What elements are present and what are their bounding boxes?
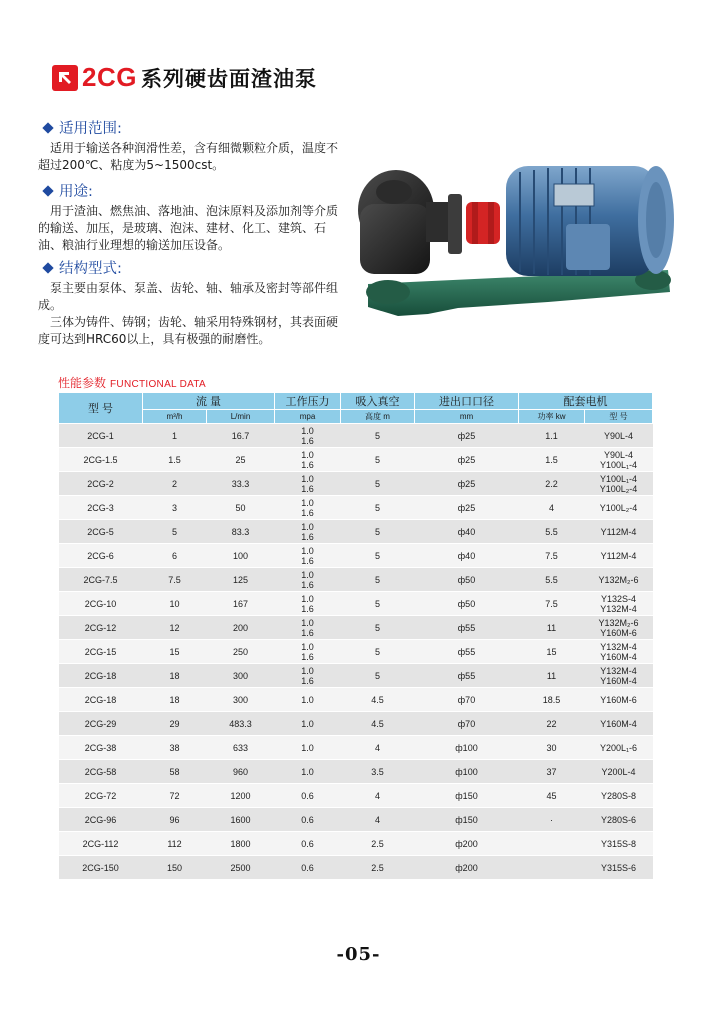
cell-vacuum: 4.5 (341, 688, 415, 712)
cell-motor-power: 37 (519, 760, 585, 784)
cell-pressure (275, 544, 341, 568)
cell-motor-power: 5.5 (519, 568, 585, 592)
col-pressure-unit: mpa (275, 410, 341, 424)
table-row (59, 664, 653, 688)
diamond-bullet-icon (42, 122, 53, 133)
cell-pressure (275, 616, 341, 640)
cell-pressure-line: 1.0 (301, 473, 314, 484)
cell-motor-model-line: Y160M-6 (600, 694, 637, 705)
cell-motor-model-line: Y160M-4 (600, 718, 637, 729)
cell-model: 2CG-38 (59, 736, 143, 760)
cell-motor-model (585, 496, 653, 520)
cell-port: ф200 (415, 832, 519, 856)
cell-pressure-line: 1.6 (301, 651, 314, 662)
cell-port: ф150 (415, 784, 519, 808)
cell-flow-m3h: 10 (143, 592, 207, 616)
cell-flow-lmin: 1800 (207, 832, 275, 856)
cell-port: ф70 (415, 712, 519, 736)
cell-flow-lmin: 250 (207, 640, 275, 664)
cell-model: 2CG-7.5 (59, 568, 143, 592)
cell-model: 2CG-15 (59, 640, 143, 664)
pump-photo (338, 132, 688, 342)
cell-model: 2CG-5 (59, 520, 143, 544)
cell-model: 2CG-58 (59, 760, 143, 784)
cell-pressure-line: 1.6 (301, 459, 314, 470)
cell-port: ф150 (415, 808, 519, 832)
cell-flow-lmin: 300 (207, 688, 275, 712)
cell-flow-lmin: 50 (207, 496, 275, 520)
table-row (59, 688, 653, 712)
cell-pressure-line: 1.6 (301, 507, 314, 518)
cell-pressure-line: 0.6 (301, 814, 314, 825)
cell-flow-m3h: 7.5 (143, 568, 207, 592)
col-flow: 流 量 (143, 393, 275, 410)
cell-model: 2CG-18 (59, 664, 143, 688)
cell-flow-lmin: 167 (207, 592, 275, 616)
cell-motor-power: 7.5 (519, 544, 585, 568)
cell-pressure (275, 448, 341, 472)
cell-flow-lmin: 633 (207, 736, 275, 760)
cell-flow-lmin: 300 (207, 664, 275, 688)
cell-vacuum: 5 (341, 448, 415, 472)
cell-vacuum: 4 (341, 784, 415, 808)
cell-motor-model-line: Y100L₂-4 (599, 483, 638, 494)
cell-pressure-line: 1.6 (301, 675, 314, 686)
cell-flow-lmin: 1600 (207, 808, 275, 832)
cell-vacuum: 5 (341, 544, 415, 568)
cell-pressure-line: 1.0 (301, 521, 314, 532)
cell-port: ф55 (415, 664, 519, 688)
table-row (59, 832, 653, 856)
cell-motor-model-line: Y132M-4 (600, 603, 637, 614)
cell-motor-model (585, 448, 653, 472)
table-row (59, 760, 653, 784)
cell-port: ф40 (415, 544, 519, 568)
cell-vacuum: 5 (341, 472, 415, 496)
cell-motor-model-line: Y280S-6 (600, 814, 637, 825)
col-vacuum: 吸入真空 (341, 393, 415, 410)
cell-model: 2CG-2 (59, 472, 143, 496)
cell-motor-model (585, 808, 653, 832)
cell-pressure-line: 1.0 (301, 545, 314, 556)
cell-vacuum: 4 (341, 736, 415, 760)
cell-motor-model-line: Y100L₁-4 (599, 459, 638, 470)
cell-vacuum: 5 (341, 424, 415, 448)
cell-motor-power: 7.5 (519, 592, 585, 616)
cell-motor-model-line: Y160M-4 (600, 651, 637, 662)
cell-motor-model-line: Y280S-8 (600, 790, 637, 801)
cell-motor-model-line: Y132M₂-6 (598, 574, 639, 585)
col-motor: 配套电机 (519, 393, 653, 410)
cell-pressure-line: 1.0 (301, 497, 314, 508)
cell-pressure (275, 640, 341, 664)
table-row (59, 784, 653, 808)
cell-pressure-line: 1.0 (301, 449, 314, 460)
cell-motor-model (585, 760, 653, 784)
section-heading-scope: 适用范围: (44, 117, 122, 138)
cell-pressure-line: 1.0 (301, 617, 314, 628)
cell-vacuum: 5 (341, 520, 415, 544)
cell-motor-model-line: Y132M-4 (600, 665, 637, 676)
cell-pressure-line: 1.0 (301, 593, 314, 604)
cell-pressure-line: 0.6 (301, 862, 314, 873)
cell-flow-m3h: 150 (143, 856, 207, 880)
cell-flow-lmin: 83.3 (207, 520, 275, 544)
cell-pressure-line: 1.6 (301, 627, 314, 638)
cell-motor-model (585, 688, 653, 712)
cell-model: 2CG-12 (59, 616, 143, 640)
cell-flow-m3h: 2 (143, 472, 207, 496)
cell-model: 2CG-112 (59, 832, 143, 856)
diamond-bullet-icon (42, 262, 53, 273)
table-row (59, 592, 653, 616)
cell-flow-lmin: 960 (207, 760, 275, 784)
cell-motor-power: 15 (519, 640, 585, 664)
cell-pressure (275, 424, 341, 448)
cell-port: ф200 (415, 856, 519, 880)
cell-pressure-line: 1.6 (301, 603, 314, 614)
cell-flow-lmin: 2500 (207, 856, 275, 880)
cell-motor-model (585, 664, 653, 688)
section-text-scope: 适用于输送各种润滑性差，含有细微颗粒介质，温度不超过200℃、粘度为5~1500cst。 (38, 141, 339, 172)
cell-motor-model (585, 472, 653, 496)
cell-pressure (275, 856, 341, 880)
cell-motor-model-line: Y160M-4 (600, 675, 637, 686)
cell-port: ф100 (415, 736, 519, 760)
cell-pressure-line: 1.0 (301, 425, 314, 436)
cell-pressure-line: 1.0 (301, 718, 314, 729)
cell-motor-model-line: Y200L₁-6 (599, 742, 638, 753)
cell-model: 2CG-1 (59, 424, 143, 448)
cell-pressure-line: 1.0 (301, 694, 314, 705)
table-row (59, 616, 653, 640)
cell-motor-power: 45 (519, 784, 585, 808)
cell-vacuum: 5 (341, 568, 415, 592)
cell-motor-power: 5.5 (519, 520, 585, 544)
cell-motor-model-line: Y315S-6 (600, 862, 637, 873)
cell-flow-m3h: 112 (143, 832, 207, 856)
cell-vacuum: 5 (341, 664, 415, 688)
cell-model: 2CG-150 (59, 856, 143, 880)
cell-flow-m3h: 18 (143, 688, 207, 712)
cell-pressure-line: 1.0 (301, 641, 314, 652)
cell-pressure (275, 592, 341, 616)
page-number: -05- (336, 944, 381, 965)
cell-motor-model (585, 544, 653, 568)
cell-pressure-line: 1.0 (301, 742, 314, 753)
col-vacuum-sub: 高度 m (341, 410, 415, 424)
table-row (59, 856, 653, 880)
col-pressure: 工作压力 (275, 393, 341, 410)
cell-vacuum: 4 (341, 808, 415, 832)
table-row (59, 496, 653, 520)
cell-model: 2CG-10 (59, 592, 143, 616)
cell-motor-model-line: Y100L₁-4 (599, 473, 638, 484)
table-row (59, 520, 653, 544)
cell-pressure (275, 760, 341, 784)
cell-model: 2CG-29 (59, 712, 143, 736)
cell-pressure-line: 1.6 (301, 555, 314, 566)
cell-port: ф25 (415, 424, 519, 448)
cell-flow-lmin: 100 (207, 544, 275, 568)
cell-pressure (275, 808, 341, 832)
table-row (59, 568, 653, 592)
cell-flow-lmin: 33.3 (207, 472, 275, 496)
cell-motor-model-line: Y200L-4 (601, 766, 636, 777)
cell-port: ф50 (415, 592, 519, 616)
section-text-structure-1: 泵主要由泵体、泵盖、齿轮、轴、轴承及密封等部件组成。 (38, 281, 339, 312)
cell-motor-model-line: Y160M-6 (600, 627, 637, 638)
cell-model: 2CG-1.5 (59, 448, 143, 472)
cell-pressure (275, 472, 341, 496)
table-row (59, 808, 653, 832)
cell-motor-model-line: Y90L-4 (603, 449, 634, 460)
cell-motor-model (585, 736, 653, 760)
cell-pressure (275, 496, 341, 520)
cell-port: ф55 (415, 640, 519, 664)
cell-flow-lmin: 483.3 (207, 712, 275, 736)
table-row (59, 472, 653, 496)
col-port: 进出口口径 (415, 393, 519, 410)
cell-flow-m3h: 58 (143, 760, 207, 784)
section-heading-usage: 用途: (44, 180, 93, 201)
cell-motor-model (585, 592, 653, 616)
cell-flow-m3h: 3 (143, 496, 207, 520)
cell-flow-m3h: 6 (143, 544, 207, 568)
cell-port: ф25 (415, 496, 519, 520)
col-port-unit: mm (415, 410, 519, 424)
cell-port: ф55 (415, 616, 519, 640)
cell-motor-model (585, 520, 653, 544)
cell-motor-model (585, 784, 653, 808)
brand-logo-icon (52, 65, 78, 91)
cell-vacuum: 5 (341, 496, 415, 520)
cell-flow-m3h: 1 (143, 424, 207, 448)
cell-flow-m3h: 12 (143, 616, 207, 640)
cell-model: 2CG-18 (59, 688, 143, 712)
cell-port: ф50 (415, 568, 519, 592)
cell-motor-model-line: Y132M₂-6 (598, 617, 639, 628)
cell-vacuum: 3.5 (341, 760, 415, 784)
cell-pressure-line: 1.0 (301, 569, 314, 580)
cell-motor-model (585, 616, 653, 640)
cell-vacuum: 5 (341, 616, 415, 640)
cell-motor-model-line: Y100L₂-4 (599, 502, 638, 513)
cell-motor-model-line: Y132M-4 (600, 641, 637, 652)
cell-motor-model-line: Y132S-4 (600, 593, 637, 604)
cell-pressure-line: 1.0 (301, 766, 314, 777)
cell-motor-power (519, 832, 585, 856)
cell-flow-m3h: 38 (143, 736, 207, 760)
cell-pressure (275, 568, 341, 592)
cell-motor-power: 4 (519, 496, 585, 520)
cell-port: ф70 (415, 688, 519, 712)
cell-pressure-line: 1.6 (301, 483, 314, 494)
col-flow-m3h: m³/h (143, 410, 207, 424)
cell-pressure-line: 0.6 (301, 838, 314, 849)
cell-motor-model-line: Y112M-4 (600, 550, 637, 561)
section-heading-structure: 结构型式: (44, 257, 122, 278)
cell-motor-model (585, 712, 653, 736)
cell-motor-power: 1.1 (519, 424, 585, 448)
cell-pressure (275, 520, 341, 544)
cell-motor-model-line: Y90L-4 (603, 430, 634, 441)
col-model: 型 号 (59, 393, 143, 424)
table-row (59, 640, 653, 664)
cell-pressure-line: 1.6 (301, 435, 314, 446)
cell-motor-power: 11 (519, 616, 585, 640)
cell-port: ф40 (415, 520, 519, 544)
cell-motor-power: 22 (519, 712, 585, 736)
cell-pressure (275, 736, 341, 760)
cell-pressure-line: 1.0 (301, 665, 314, 676)
cell-pressure-line: 0.6 (301, 790, 314, 801)
section-text-structure-2: 三体为铸件、铸钢；齿轮、轴采用特殊钢材，其表面硬度可达到HRC60以上，具有极强的耐磨性。 (38, 315, 339, 346)
cell-motor-power: 11 (519, 664, 585, 688)
cell-motor-model-line: Y112M-4 (600, 526, 637, 537)
cell-model: 2CG-72 (59, 784, 143, 808)
cell-flow-m3h: 96 (143, 808, 207, 832)
cell-pressure (275, 712, 341, 736)
cell-port: ф25 (415, 472, 519, 496)
cell-pressure (275, 688, 341, 712)
diamond-bullet-icon (42, 185, 53, 196)
cell-pressure (275, 664, 341, 688)
cell-motor-model (585, 640, 653, 664)
cell-motor-model (585, 856, 653, 880)
cell-vacuum: 2.5 (341, 856, 415, 880)
data-section-title: 性能参数 FUNCTIONAL DATA (58, 376, 206, 390)
cell-flow-m3h: 15 (143, 640, 207, 664)
col-motor-power: 功率 kw (519, 410, 585, 424)
table-row (59, 712, 653, 736)
cell-motor-power: · (519, 808, 585, 832)
section-text-usage: 用于渣油、燃焦油、落地油、泡沫原料及添加剂等介质的输送、加压，是玻璃、泡沫、建材、化工、建筑、石油、粮油行业理想的输送加压设备。 (38, 204, 339, 252)
cell-pressure (275, 832, 341, 856)
cell-motor-power: 18.5 (519, 688, 585, 712)
table-row (59, 448, 653, 472)
cell-vacuum: 5 (341, 592, 415, 616)
col-motor-model: 型 号 (585, 410, 653, 424)
cell-motor-model (585, 424, 653, 448)
cell-model: 2CG-96 (59, 808, 143, 832)
cell-flow-m3h: 72 (143, 784, 207, 808)
cell-motor-power (519, 856, 585, 880)
cell-model: 2CG-6 (59, 544, 143, 568)
cell-flow-lmin: 200 (207, 616, 275, 640)
cell-model: 2CG-3 (59, 496, 143, 520)
cell-flow-lmin: 25 (207, 448, 275, 472)
cell-motor-power: 1.5 (519, 448, 585, 472)
cell-flow-m3h: 1.5 (143, 448, 207, 472)
title-code: 2CG (82, 62, 137, 92)
cell-motor-model (585, 832, 653, 856)
cell-motor-power: 2.2 (519, 472, 585, 496)
title-text: 系列硬齿面渣油泵 (140, 66, 317, 91)
cell-flow-lmin: 125 (207, 568, 275, 592)
cell-flow-m3h: 18 (143, 664, 207, 688)
cell-vacuum: 5 (341, 640, 415, 664)
cell-pressure-line: 1.6 (301, 531, 314, 542)
cell-port: ф25 (415, 448, 519, 472)
cell-flow-lmin: 1200 (207, 784, 275, 808)
cell-motor-model (585, 568, 653, 592)
performance-table (58, 392, 653, 880)
cell-port: ф100 (415, 760, 519, 784)
cell-flow-lmin: 16.7 (207, 424, 275, 448)
cell-flow-m3h: 5 (143, 520, 207, 544)
table-row (59, 544, 653, 568)
table-row (59, 736, 653, 760)
page-title (52, 62, 317, 93)
cell-motor-model-line: Y315S-8 (600, 838, 637, 849)
cell-motor-power: 30 (519, 736, 585, 760)
col-flow-lmin: L/min (207, 410, 275, 424)
cell-vacuum: 2.5 (341, 832, 415, 856)
cell-vacuum: 4.5 (341, 712, 415, 736)
table-row (59, 424, 653, 448)
cell-flow-m3h: 29 (143, 712, 207, 736)
cell-pressure (275, 784, 341, 808)
cell-pressure-line: 1.6 (301, 579, 314, 590)
